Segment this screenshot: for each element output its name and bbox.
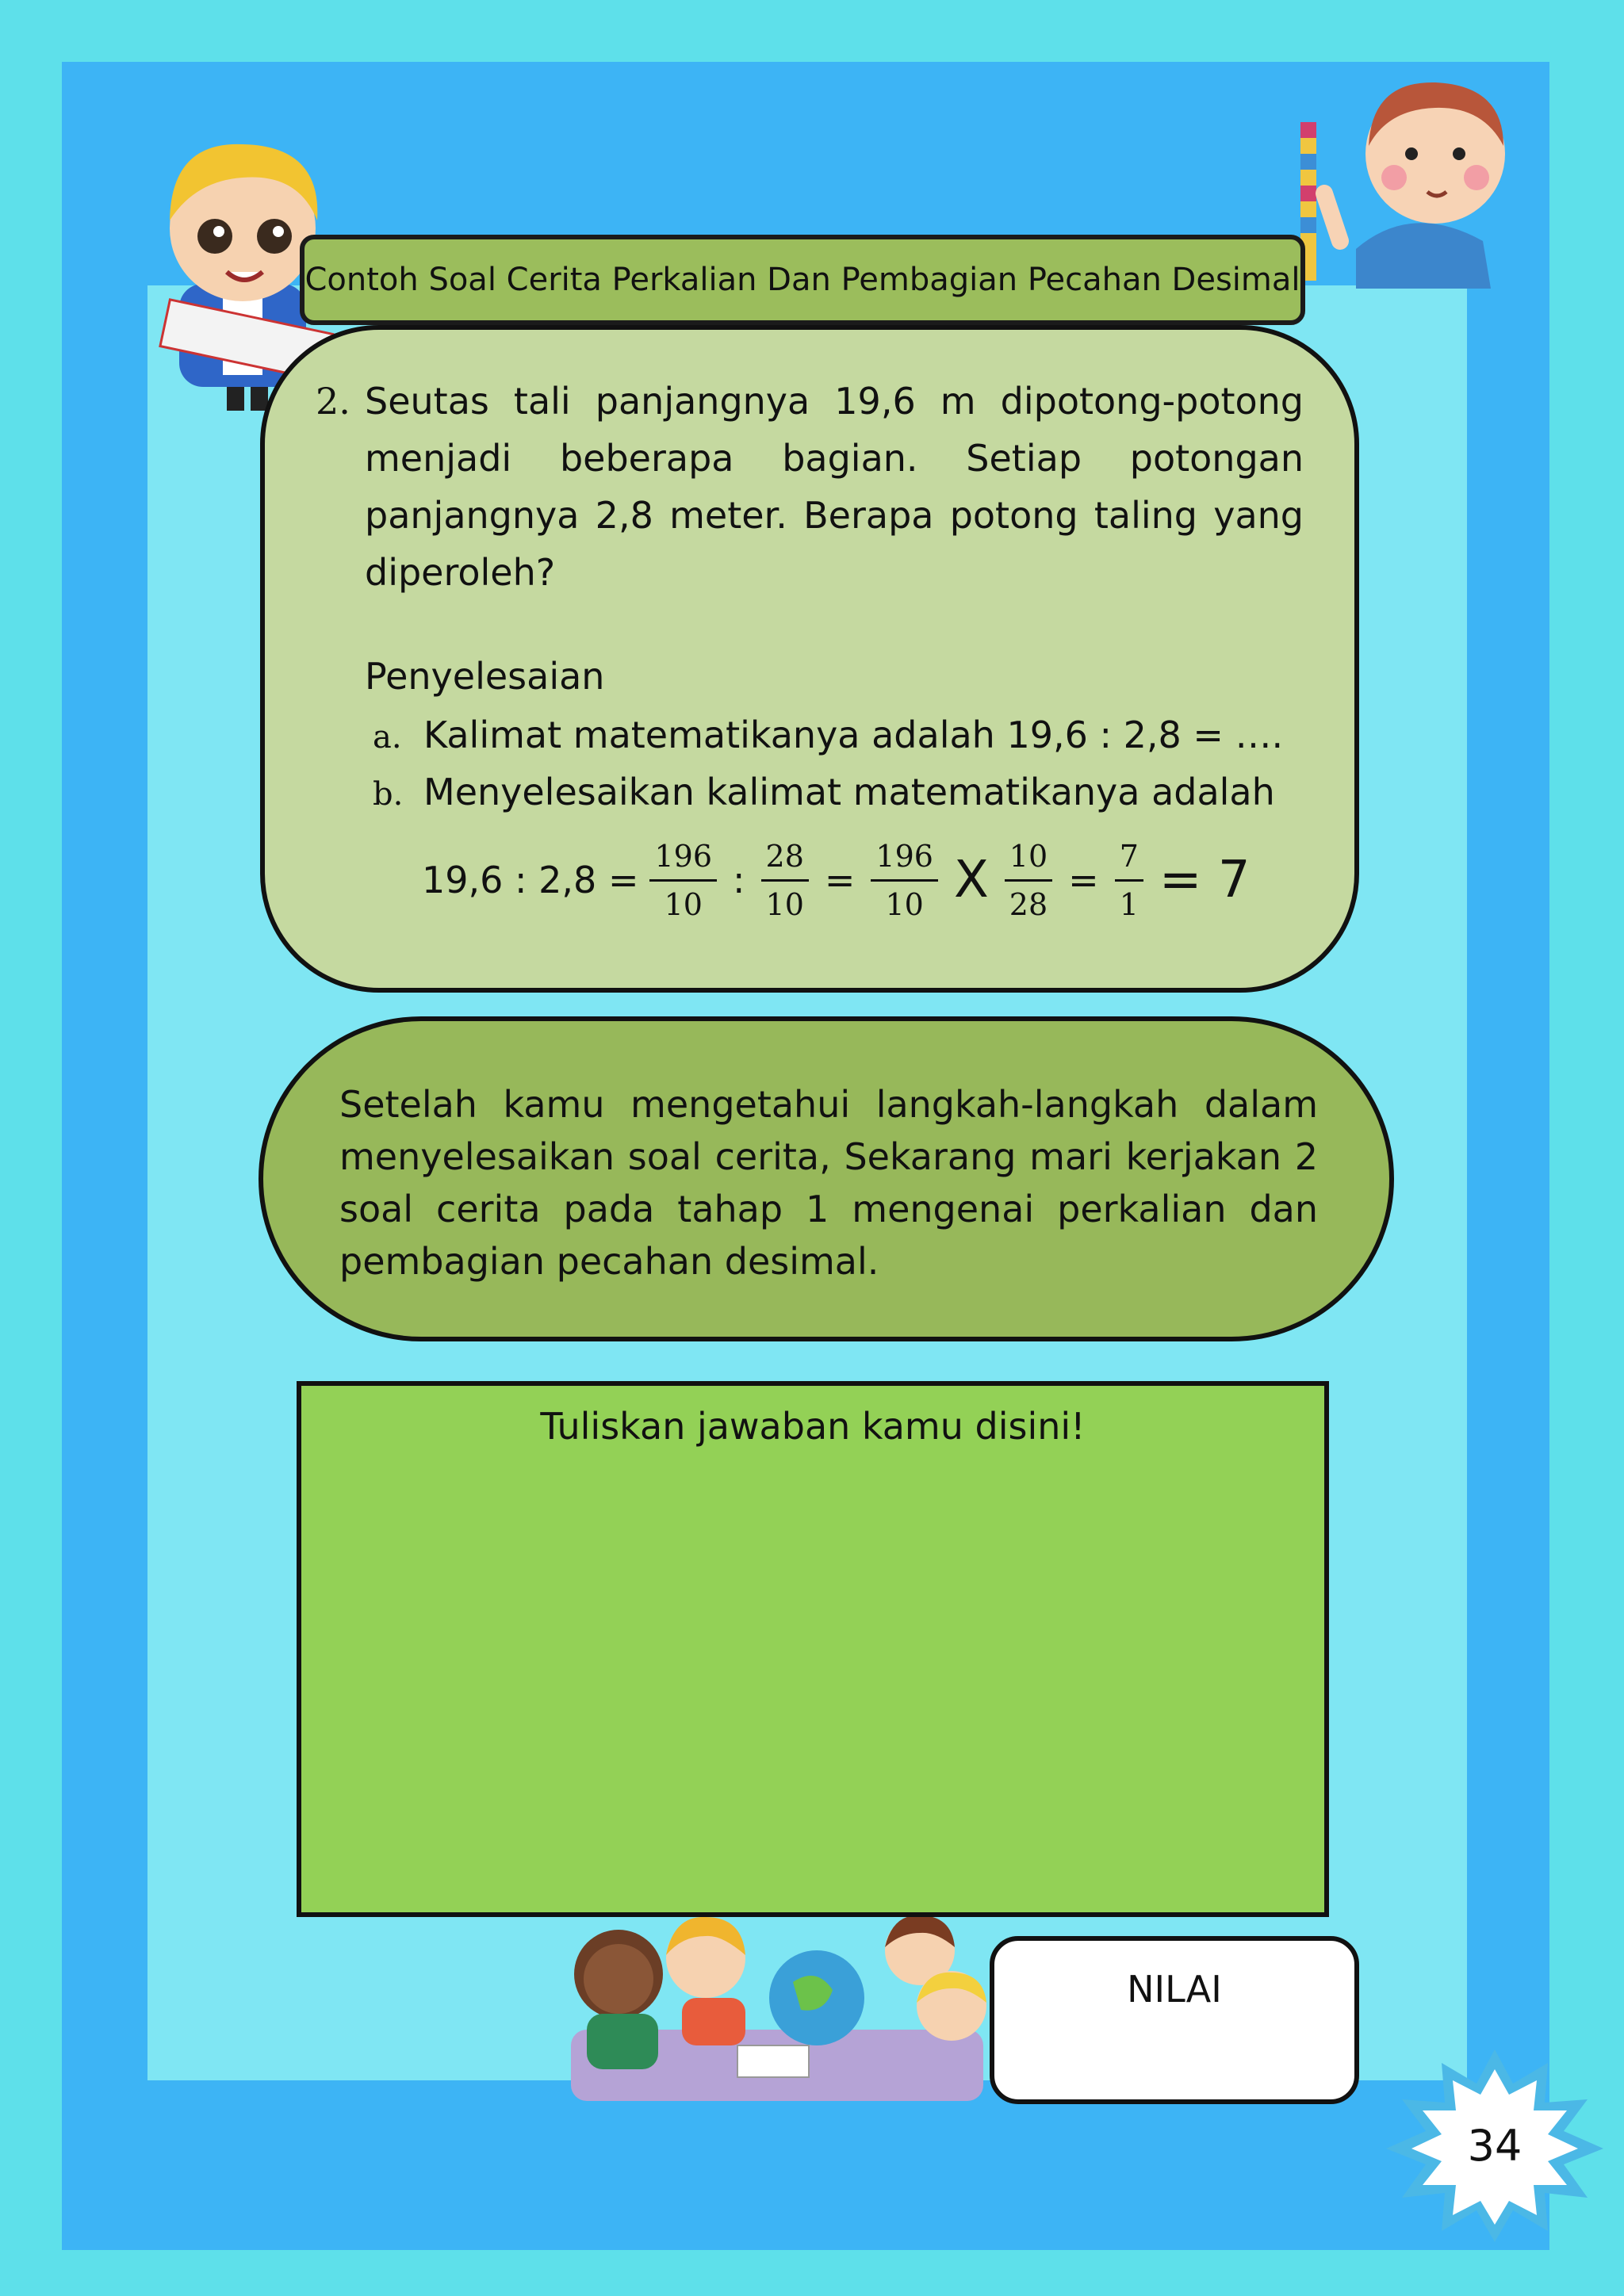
solution-step <box>373 714 1283 756</box>
score-box[interactable] <box>990 1936 1359 2104</box>
denominator: 10 <box>765 886 804 922</box>
multiply-operator: X <box>953 851 989 909</box>
fraction <box>761 833 809 928</box>
equals-sign: = <box>1068 859 1099 901</box>
equals-sign: = <box>824 859 856 901</box>
step-letter: b. <box>373 776 404 813</box>
denominator: 28 <box>1009 886 1048 922</box>
numerator: 196 <box>871 833 938 882</box>
answer-box-label: Tuliskan jawaban kamu disini! <box>540 1405 1086 1448</box>
instruction-text: Setelah kamu mengetahui langkah-langkah dalam menyelesaikan soal cerita, Sekarang mari kerjakan 2 soal cerita pada tahap 1 mengenai perkalian dan pembagian pecahan desimal. <box>339 1083 1318 1283</box>
children-studying-illustration <box>555 1911 999 2109</box>
problem-number: 2. <box>316 380 350 423</box>
boy-pointing-illustration <box>1293 59 1522 289</box>
denominator: 1 <box>1119 886 1139 922</box>
score-label: NILAI <box>1127 1968 1222 2011</box>
numerator: 10 <box>1005 833 1052 882</box>
solution-label: Penyelesaian <box>365 655 605 698</box>
fraction <box>1005 833 1052 928</box>
problem <box>316 373 1304 601</box>
denominator: 10 <box>885 886 924 922</box>
solution-step <box>373 771 1275 813</box>
numerator: 196 <box>649 833 717 882</box>
problem-text: Seutas tali panjangnya 19,6 m dipotong-potong menjadi beberapa bagian. Setiap potongan panjangnya 2,8 meter. Berapa potong taling yang diperoleh? <box>365 380 1304 594</box>
solution-equation <box>422 832 1255 928</box>
page-number: 34 <box>1467 2121 1522 2171</box>
fraction <box>1115 833 1143 928</box>
fraction <box>871 833 938 928</box>
step-text: Menyelesaikan kalimat matematikanya adalah <box>423 771 1275 813</box>
divide-operator: : <box>733 859 745 901</box>
step-text: Kalimat matematikanya adalah 19,6 : 2,8 = …. <box>423 714 1284 756</box>
answer-box[interactable] <box>297 1381 1329 1917</box>
equation-result: = 7 <box>1159 851 1251 909</box>
numerator: 7 <box>1115 833 1143 882</box>
equation-lhs: 19,6 : 2,8 = <box>422 859 639 901</box>
page-number-badge <box>1380 2045 1610 2244</box>
step-letter: a. <box>373 719 402 756</box>
page-title: Contoh Soal Cerita Perkalian Dan Pembagian Pecahan Desimal <box>300 235 1305 325</box>
numerator: 28 <box>761 833 809 882</box>
fraction <box>649 833 717 928</box>
denominator: 10 <box>664 886 703 922</box>
